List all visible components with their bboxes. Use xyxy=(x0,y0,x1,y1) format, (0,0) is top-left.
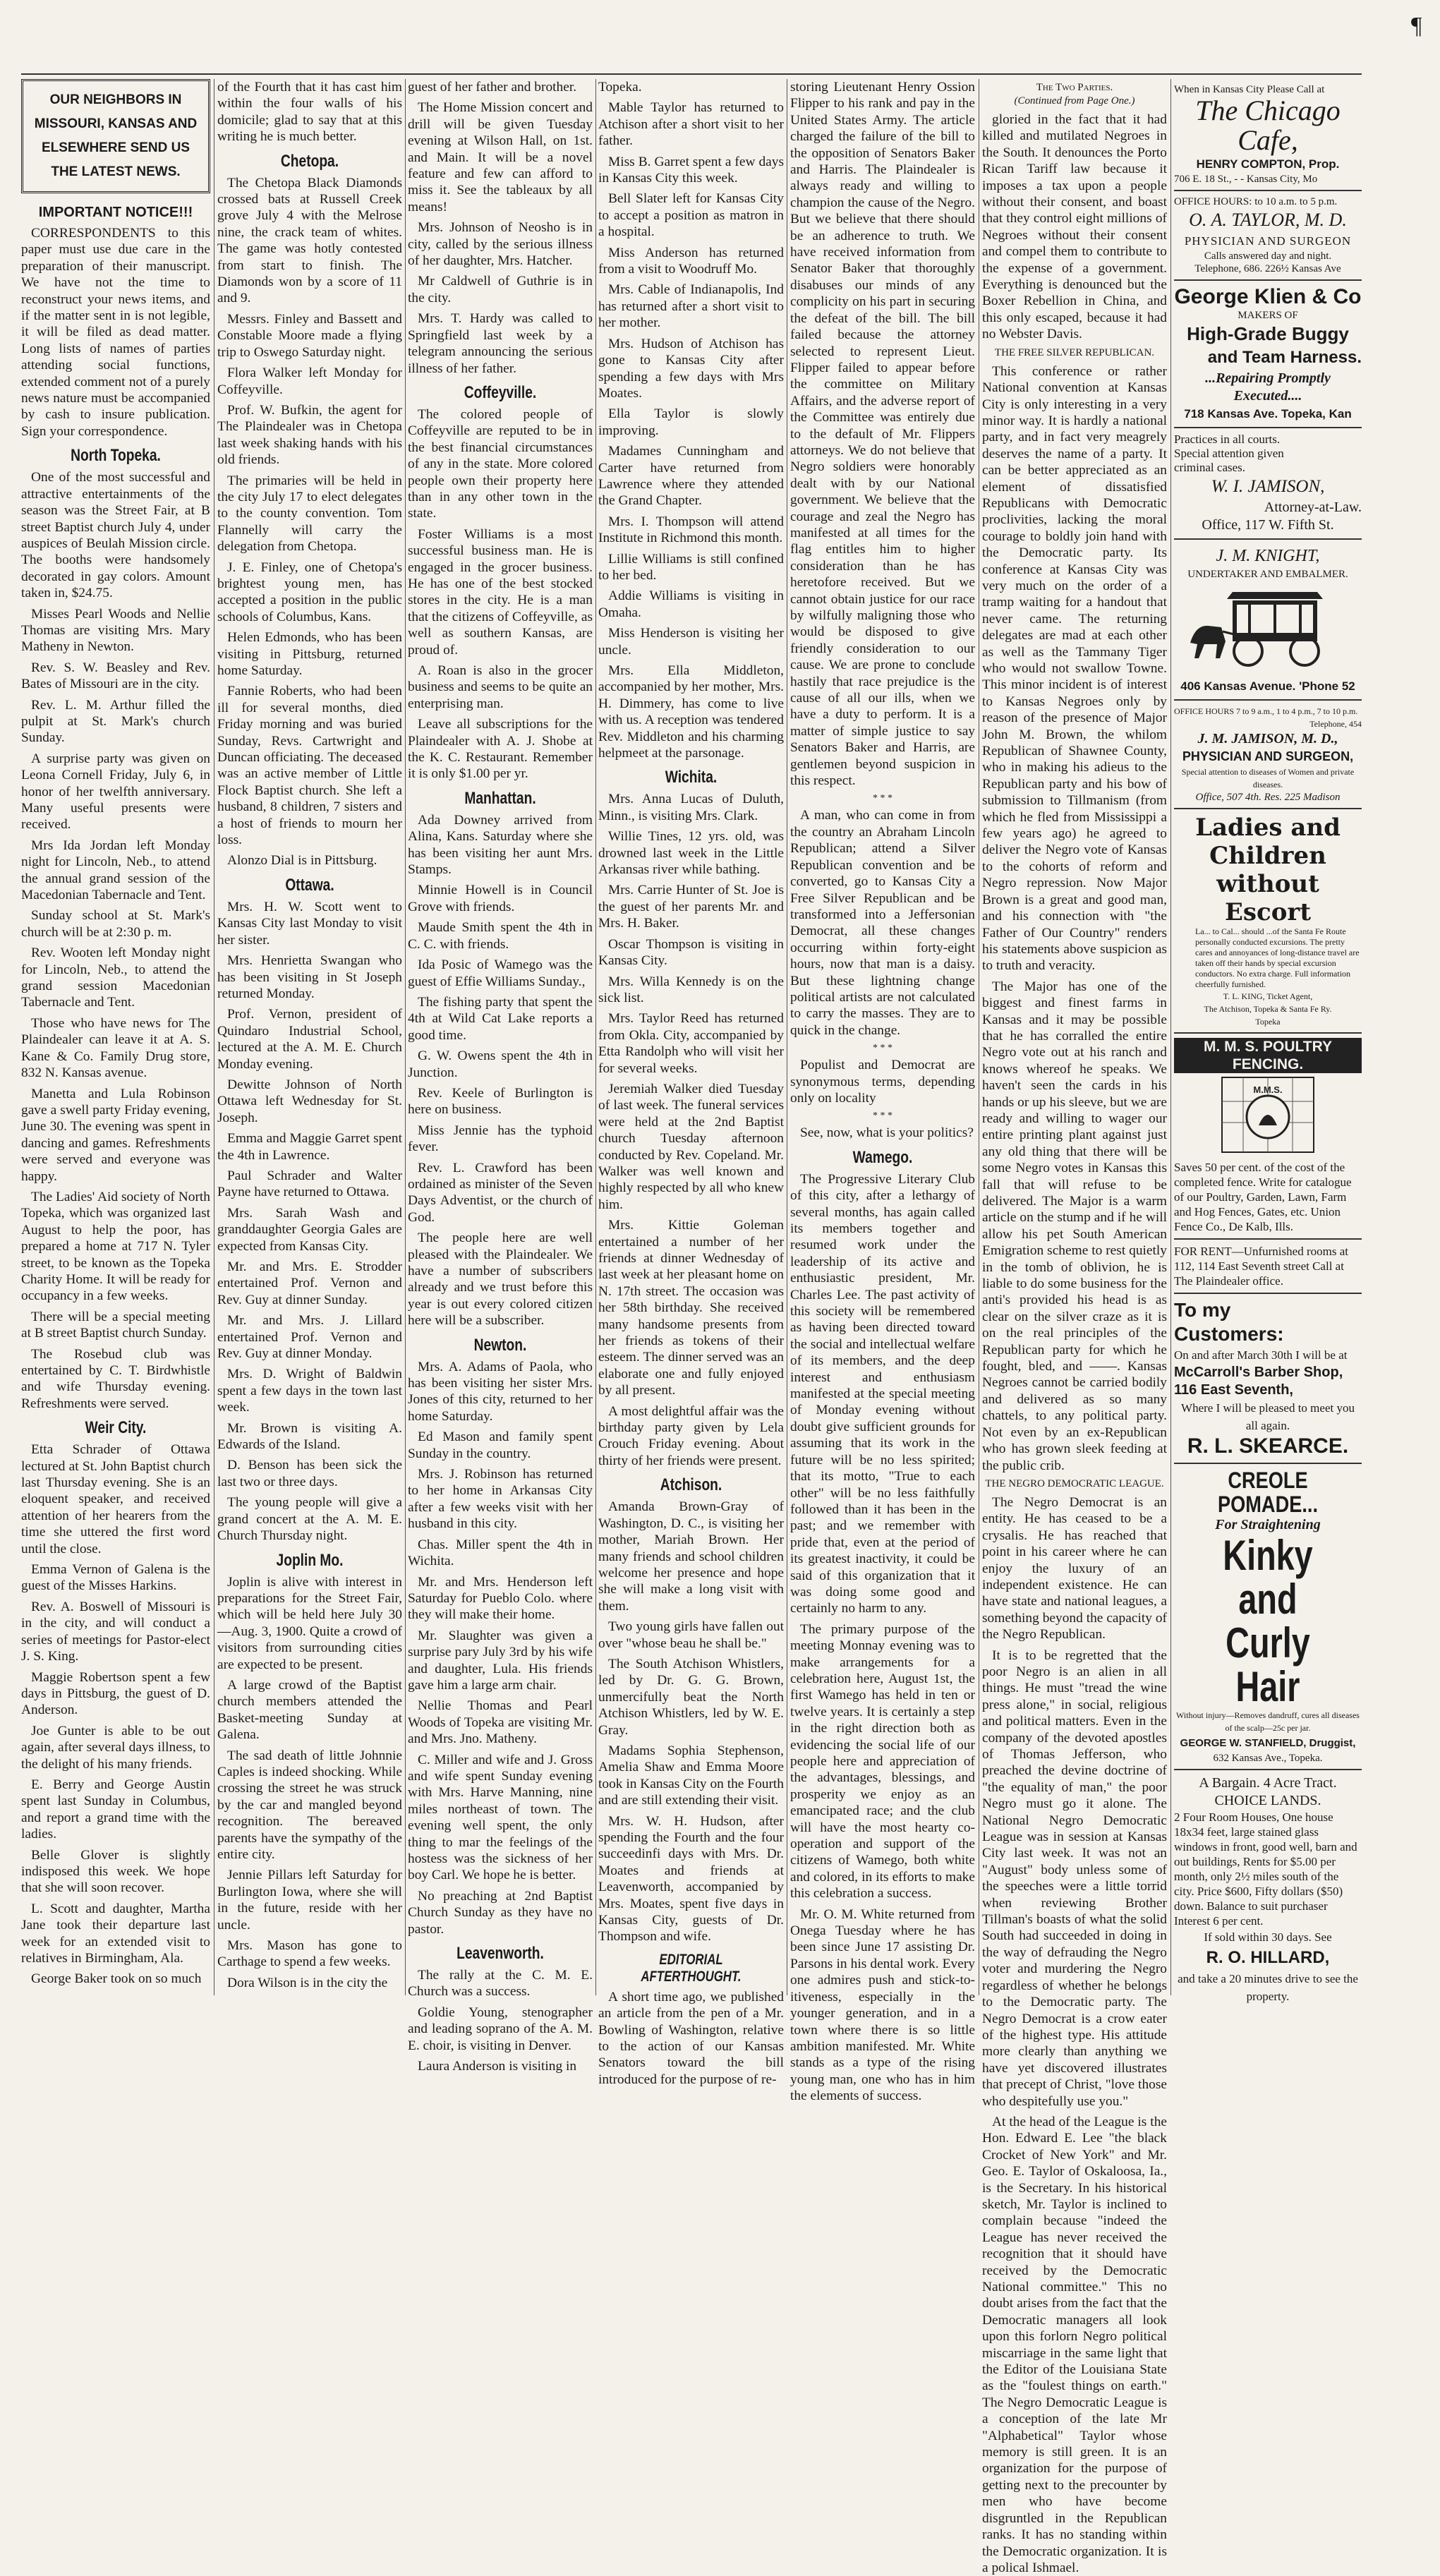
bargain-title: A Bargain. 4 Acre Tract. xyxy=(1199,1775,1337,1791)
news-item: Lillie Williams is still confined to her bed. xyxy=(598,551,784,583)
news-item: Belle Glover is slightly indisposed this week. We hope that she will soon recover. xyxy=(21,1847,210,1896)
news-item: No preaching at 2nd Baptist Church Sunday as they have no pastor. xyxy=(408,1888,593,1937)
hearse-carriage-illustration xyxy=(1183,585,1353,670)
editorial-text: See, now, what is your politics? xyxy=(800,1125,974,1141)
editorial-text: gloried in the fact that it had killed and mutilated Negroes in the South. It denounces the Porto Rican Tariff law because it imposes a tax upon a people without their consent, and boast that they control eight millions of Negroes without their consent and compel them to contribute to the expense of a government. Everything is denounced but the Boxer Rebellion in China, and this only escaped, because it had no Webster Davis. xyxy=(982,112,1167,342)
news-item: The Rosebud club was entertained by C. T. Birdwhistle and wife Thursday evening. Refreshments were served. xyxy=(21,1346,210,1411)
news-item: Mr. and Mrs. Henderson left Saturday for Pueblo Colo. where they will make their home. xyxy=(408,1574,593,1623)
bargain-end: and take a 20 minutes drive to see the property. xyxy=(1178,1972,1358,2003)
doc-title: PHYSICIAN AND SURGEON, xyxy=(1182,749,1354,763)
taylor-name: O. A. TAYLOR, M. D. xyxy=(1189,210,1347,230)
news-item: Mrs. Anna Lucas of Duluth, Minn., is visiting Mrs. Clark. xyxy=(598,792,784,823)
news-item: Mr. O. M. White returned from Onega Tuesday where he has been since June 17 assisting Dr. Parsons in his dental work. Every one admires push and stick-to-itiveness, especially in the younger generation, and in a town where there is so little ambition manifested. Mr. White stands as a type of the rising young man, one who has in him the elements of success. xyxy=(790,1906,975,2104)
news-item: Ada Downey arrived from Alina, Kans. Saturday where she has been visiting her aunt Mrs. Stamps. xyxy=(408,812,593,878)
news-item: Messrs. Finley and Bassett and Constable Moore made a flying trip to Oswego Saturday night. xyxy=(217,311,402,360)
news-item: Misses Pearl Woods and Nellie Thomas are visiting Mrs. Mary Matheny in Newton. xyxy=(21,606,210,655)
news-item: Miss Anderson has returned from a visit to Woodruff Mo. xyxy=(598,245,784,277)
heading-leavenworth: Leavenworth. xyxy=(456,1944,544,1964)
news-item: The South Atchison Whistlers, led by Dr. G. G. Brown, unmercifully beat the North Atchison Whistlers, led by W. E. Gray. xyxy=(598,1656,784,1738)
news-item: L. Scott and daughter, Martha Jane took their departure last week for an extended visit to relatives in Birmingham, Ala. xyxy=(21,1901,210,1966)
news-item: Mrs. Cable of Indianapolis, Ind has returned after a short visit to her mother. xyxy=(598,282,784,331)
customers-address: 116 East Seventh, xyxy=(1174,1382,1293,1398)
bargain-sub: CHOICE LANDS. xyxy=(1214,1793,1321,1808)
news-item: The sad death of little Johnnie Caples is indeed shocking. While crossing the street he was struck by the car and mangled beyond recognition. The bereaved parents have the sympathy of the entire city. xyxy=(217,1748,402,1862)
news-item: The Ladies' Aid society of North Topeka, which was organized last August to help the poor, has prepared a home at 717 N. Tyler street, to be known as the Topeka Charity Home. It will be ready for occupancy in a few weeks. xyxy=(21,1189,210,1304)
klien-makers: MAKERS OF xyxy=(1238,310,1298,321)
ad-ladies-children xyxy=(1174,809,1362,1034)
continued-note: (Continued from Page One.) xyxy=(1014,95,1135,107)
heading-negro-democratic-league: THE NEGRO DEMOCRATIC LEAGUE. xyxy=(985,1477,1164,1489)
news-item: Those who have news for The Plaindealer can leave it at A. S. Kane & Co. Family Drug store, 832 N. Kansas avenue. xyxy=(21,1015,210,1081)
news-item: Miss Henderson is visiting her uncle. xyxy=(598,626,784,658)
news-item: Madames Cunningham and Carter have returned from Lawrence where they attended the Grand Chapter. xyxy=(598,444,784,509)
news-item: Mr Caldwell of Guthrie is in the city. xyxy=(408,274,593,306)
news-item: Two young girls have fallen out over "whose beau he shall be." xyxy=(598,1619,784,1651)
news-item: Mrs. Johnson of Neosho is in city, called by the serious illness of her daughter, Mrs. Hatcher. xyxy=(408,220,593,269)
cafe-name: The Chicago Cafe, xyxy=(1195,95,1341,156)
creole-maker: GEORGE W. STANFIELD, Druggist, xyxy=(1180,1737,1356,1749)
news-item: Miss B. Garret spent a few days in Kansas City this week. xyxy=(598,154,784,186)
klien-line-1: High-Grade Buggy xyxy=(1187,323,1349,344)
news-item: Emma and Maggie Garret spent the 4th in Lawrence. xyxy=(217,1131,402,1163)
creole-small: Without injury—Removes dandruff, cures all diseases of the scalp—25c per jar. xyxy=(1176,1710,1360,1733)
klien-address: 718 Kansas Ave. Topeka, Kan xyxy=(1184,407,1352,421)
editorial-text: storing Lieutenant Henry Ossion Flipper to his rank and pay in the United States Army. The article charged the failure of the bill to the opposition of Senators Baker and Harris. The Plaindealer is always ready and willing to champion the cause of the Negro. But we believe that there should be an adherence to truth. We have received information from Senator Baker that thoroughly disabuses our minds of any complicity on his part in securing the defeat of the bill. The bill failed because the attorney selected to represent Lieut. Flipper failed to appear before the committee on Military Affairs, and the adverse report of the Committee was entirely due to the default of Mr. Flippers attorneys. We do not believe that Negro soldiers were honorably dealt with by our National government. We believe that the courage and zeal the Negro has manifested at all times for the flag entitles him to higher consideration than he has heretofore received. But we cannot obtain justice for our race by wilfully maligning those who would be disposed to give friendly consideration to our cause. We are prone to conclude hastily that race prejudice is the cause of all our ills, when we have a duty to perform. It is a matter of simple justice to say Senators Baker and Harris, are gentlemen beyond suspicion in this respect. xyxy=(790,80,975,789)
news-item: Mr. Slaughter was given a surprise pary July 3rd by his wife and daughter, Lula. His friends gave him a large arm chair. xyxy=(408,1628,593,1693)
poultry-emblem-label: M.M.S. xyxy=(1253,1084,1283,1095)
column-4 xyxy=(598,79,784,2087)
column-ads xyxy=(1174,79,1362,2003)
creole-address: 632 Kansas Ave., Topeka. xyxy=(1213,1753,1323,1764)
news-item: Rev. L. M. Arthur filled the pulpit at St. Mark's church Sunday. xyxy=(21,697,210,746)
news-item: Miss Jennie has the typhoid fever. xyxy=(408,1123,593,1155)
jamison-name: W. I. JAMISON, xyxy=(1211,477,1325,496)
notice-text: CORRESPONDENTS to this paper must use due care in the preparation of their manuscript. We have not the time to reconstruct your news items, and if the matter sent in is not legible, it will be filed as dead matter. Long lists of names of parties attending social functions, extended comment not of a purely news nature must be accompanied by cash to insure publication. Sign your correspondence. xyxy=(21,226,210,439)
news-item: Mrs. Carrie Hunter of St. Joe is the guest of her parents Mr. and Mrs. H. Baker. xyxy=(598,883,784,931)
news-item: The Progressive Literary Club of this city, after a lethargy of several months, has again called its members together and resumed work under the leadership of its active and enthusiastic president, Mr. Charles Lee. The past activity of this society will be remembered as having been directed toward the social and intellectual welfare of its members, and the deep interest and enthusiasm manifested at the special meeting of Monday evening without doubt give sufficient grounds for assuming that its work in the future will be no less spirited; that its motto, "True to each other" will be no less faithfully followed than it has been in the past; and we remember with pride that, even at the period of its greatest inactivity, it could be said of this organization that it was doing some good and certainly no harm to any. xyxy=(790,1171,975,1616)
heading-atchison: Atchison. xyxy=(660,1475,722,1495)
news-item: Sunday school at St. Mark's church will be at 2:30 p. m. xyxy=(21,908,210,940)
news-item: Amanda Brown-Gray of Washington, D. C., is visiting her mother, Mariah Brown. Her many friends and school children welcome her presence and hope she will make a long visit with them. xyxy=(598,1499,784,1614)
editorial-text: The Negro Democrat is an entity. He has ceased to be a crysalis. He has reached that point in his career where he can enjoy the luxury of an independent existence. He can have state and national leagues, a something beyond the capacity of the Negro Republican. xyxy=(982,1494,1167,1643)
section-separator: * * * xyxy=(873,793,893,804)
section-separator: * * * xyxy=(873,1043,893,1054)
knight-address: 406 Kansas Avenue. 'Phone 52 xyxy=(1180,679,1355,693)
news-item: Foster Williams is a most successful business man. He is engaged in the grocer business. He has one of the best stocked stores in the city. He is a man that the citizens of Coffeyville, as well as southern Kansas, are proud of. xyxy=(408,526,593,658)
news-item: The rally at the C. M. E. Church was a success. xyxy=(408,1968,593,2000)
news-item: Mable Taylor has returned to Atchison after a short visit to her father. xyxy=(598,100,784,149)
heading-coffeyville: Coffeyville. xyxy=(464,382,537,402)
news-item: Manetta and Lula Robinson gave a swell party Friday evening, June 30. The evening was spent in dancing and games. Refreshments were served and everyone was happy. xyxy=(21,1086,210,1184)
neighbors-banner xyxy=(21,79,210,193)
news-item: Rev. S. W. Beasley and Rev. Bates of Missouri are in the city. xyxy=(21,660,210,692)
news-item: Mr. Brown is visiting A. Edwards of the Island. xyxy=(217,1420,402,1453)
news-item: Mrs. W. H. Hudson, after spending the Fourth and the four succeedinfi days with Mrs. Dr. Moates and friends at Leavenworth, accompanied by Mrs. Moates, spent five days in Kansas City, guests of Dr. Thompson and wife. xyxy=(598,1813,784,1945)
ladies-title: Ladies and Children without Escort xyxy=(1195,814,1341,926)
knight-title: UNDERTAKER AND EMBALMER. xyxy=(1187,569,1348,580)
news-item: A short time ago, we published an article from the pen of a Mr. Bowling of Washington, relative to the action of our Kansas Senators toward the bill introduced for the purpose of re- xyxy=(598,1989,784,2087)
news-item: Ida Posic of Wamego was the guest of Effie Williams Sunday., xyxy=(408,957,593,989)
news-item: guest of her father and brother. xyxy=(408,80,577,95)
editorial-text: The Major has one of the biggest and finest farms in Kansas and it may be possible that he has corralled the entire Negro vote out at his ranch and knows whereof he speaks. We haven't seen the cards in his hands or up his sleeve, but we are ready and willing to wager our entire printing plant against just any old thing that there will be some Negro votes in Kansas this fall that will refuse to be delivered. The Major is a warm article on the stump and if he will allow his pet South American Emigration scheme to rest quietly in the tomb of oblivion, he is liable to do some business for the anti's provided his head is as clear on the silver craze as it is on the real principles of the Republican party for which he fought, bled, and ——. Kansas Negroes cannot be carried bodily and delivered as so many chattels, to any political party. Not even by an ex-Republican who has grown sleek feeding at the public crib. xyxy=(982,979,1167,1473)
ladies-city: Topeka xyxy=(1255,1017,1281,1027)
heading-free-silver: THE FREE SILVER REPUBLICAN. xyxy=(994,346,1155,358)
notice-title: IMPORTANT NOTICE!!! xyxy=(38,205,193,220)
column-rule xyxy=(595,79,596,1995)
ladies-agent: T. L. KING, Ticket Agent, xyxy=(1223,991,1313,1001)
heading-wichita: Wichita. xyxy=(665,768,718,787)
heading-ottawa: Ottawa. xyxy=(285,875,334,895)
customers-shop: McCarroll's Barber Shop, xyxy=(1174,1365,1343,1380)
customers-name: R. L. SKEARCE. xyxy=(1187,1434,1349,1458)
news-item: The Chetopa Black Diamonds crossed bats at Russell Creek grove July 4 with the Melrose nine, the crack team of whites. The game was hotly contested from start to finish. The Diamonds won by a score of 11 and 9. xyxy=(217,175,402,306)
news-item: Emma Vernon of Galena is the guest of the Misses Harkins. xyxy=(21,1562,210,1594)
news-item: Leave all subscriptions for the Plaindealer with A. J. Shobe at the K. C. Restaurant. Remember it is only $1.00 per yr. xyxy=(408,717,593,782)
customers-title-2: Customers: xyxy=(1174,1323,1284,1345)
ad-taylor-physician xyxy=(1174,191,1362,281)
editorial-text: This conference or rather National convention at Kansas City is only interesting in a very minor way. It is hardly a national party, and in fact very meagrely deserves the name of a party. It can be better appreciated as an element of dissatisfied Republicans with Democratic proclivities, lacking the moral courage to boldly join hand with the Democratic party. Its conference at Kansas City was very much on the order of a tramp waiting for a handout that never came. The returning delegates are mad at each other as well as the Tammany Tiger who would not swallow Towne. This minor incident is of interest to Kansas Negroes only by reason of the presence of Major John M. Brown, the whilom Republican of Shawnee County, who in making his adieus to the Republican party and his bow of submission to Tillmanism (from which he fled from Mississippi a few years ago) he agreed to deliver the Negro vote of Kansas to the cohorts of reform and Negro repression. Now Major Brown is a great and good man, and his connection with "the Father of Our Country" renders his statements above suspicion as to truth and veracity. xyxy=(982,363,1167,974)
creole-title: CREOLE POMADE... xyxy=(1217,1468,1319,1517)
ad-hillard-bargain xyxy=(1174,1770,1362,2009)
news-item: Maude Smith spent the 4th in C. C. with friends. xyxy=(408,920,593,952)
ad-for-rent xyxy=(1174,1240,1362,1294)
rent-text: FOR RENT—Unfurnished rooms at 112, 114 East Seventh street Call at The Plaindealer office. xyxy=(1174,1245,1348,1288)
klien-line-3: ...Repairing Promptly Executed.... xyxy=(1205,370,1331,404)
news-item: Prof. W. Bufkin, the agent for The Plaindealer was in Chetopa last week shaking hands with his old friends. xyxy=(217,402,402,468)
creole-for: For Straightening xyxy=(1215,1517,1321,1532)
news-item: Mrs. I. Thompson will attend Institute in Richmond this month. xyxy=(598,514,784,546)
news-item: Willie Tines, 12 yrs. old, was drowned last week in the Little Arkansas river while bathing. xyxy=(598,829,784,878)
news-item: Ed Mason and family spent Sunday in the country. xyxy=(408,1429,593,1461)
news-item: Oscar Thompson is visiting in Kansas City. xyxy=(598,936,784,969)
news-item: Maggie Robertson spent a few days in Pittsburg, the guest of D. Anderson. xyxy=(21,1669,210,1718)
klien-name: George Klien & Co xyxy=(1174,285,1362,308)
news-item: G. W. Owens spent the 4th in Junction. xyxy=(408,1048,593,1080)
news-item: Bell Slater left for Kansas City to accept a position as matron in a hospital. xyxy=(598,191,784,240)
banner-line-2: ELSEWHERE SEND US THE LATEST NEWS. xyxy=(41,140,190,179)
news-item: Rev. Wooten left Monday night for Lincoln, Neb., to attend the grand session Macedonian Tabernacle and Tent. xyxy=(21,945,210,1010)
heading-manhattan: Manhattan. xyxy=(464,788,536,808)
news-item: Etta Schrader of Ottawa lectured at St. John Baptist church last Thursday evening. She is an eloquent speaker, and received attention of her hearers from the time she uttered the first word until the close. xyxy=(21,1442,210,1556)
news-item: Rev. A. Boswell of Missouri is in the city, and will conduct a series of meetings for Pastor-elect J. S. King. xyxy=(21,1599,210,1664)
ad-jamison-attorney xyxy=(1174,428,1362,540)
news-item: Mrs. J. Robinson has returned to her home in Arkansas City after a few weeks visit with her husband in this city. xyxy=(408,1467,593,1532)
news-item: Goldie Young, stenographer and leading soprano of the A. M. E. choir, is visiting in Denver. xyxy=(408,2004,593,2053)
news-item: Mrs. Ella Middleton, accompanied by her mother, Mrs. H. Dimmery, has come to live with us. A reception was tendered Rev. Middleton and his charming helpmeet at the parsonage. xyxy=(598,663,784,761)
cafe-proprietor: HENRY COMPTON, Prop. xyxy=(1196,157,1340,171)
ad-knight-undertaker xyxy=(1174,540,1362,701)
heading-editorial-afterthought: EDITORIAL AFTERTHOUGHT. xyxy=(641,1951,742,1985)
jamison-office: Office, 117 W. Fifth St. xyxy=(1202,517,1334,533)
creole-big-1: Kinky and xyxy=(1223,1532,1313,1623)
ad-skearce-barber xyxy=(1174,1294,1362,1464)
ad-jm-jamison-physician xyxy=(1174,701,1362,809)
knight-name: J. M. KNIGHT, xyxy=(1216,547,1320,565)
news-item: One of the most successful and attractive entertainments of the season was the Street Fair, at B street Baptist church July 4, under auspices of Beulah Mission circle. The booths were handsomely decorated in gay colors. Amount taken in, $24.75. xyxy=(21,470,210,601)
news-item: Mrs. D. Wright of Baldwin spent a few days in the town last week. xyxy=(217,1367,402,1415)
taylor-title: PHYSICIAN AND SURGEON xyxy=(1184,234,1352,248)
news-item: There will be a special meeting at B street Baptist church Sunday. xyxy=(21,1309,210,1341)
news-item: The fishing party that spent the 4th at Wild Cat Lake reports a good time. xyxy=(408,994,593,1043)
news-item: Mrs Ida Jordan left Monday night for Lincoln, Neb., to attend the annual grand session of the Macedonian Tabernacle and Tent. xyxy=(21,837,210,903)
doc-name: J. M. JAMISON, M. D., xyxy=(1197,731,1338,746)
news-item: The colored people of Coffeyville are reputed to be in the best financial circumstances of any in the state. More colored people own their property here than in any other town in the state. xyxy=(408,406,593,521)
jamison-title: Attorney-at-Law. xyxy=(1264,500,1362,515)
news-item: Joe Gunter is able to be out again, after several days illness, to the delight of his many friends. xyxy=(21,1723,210,1772)
doc-office: Office, 507 4th. Res. 225 Madison xyxy=(1195,792,1341,803)
news-item: Mrs. Kittie Goleman entertained a number of her friends at dinner Wednesday of last week at her pleasant home on N. 17th street. The occasion was her 58th birthday. She received many handsome presents from her friends as tokens of their esteem. The dinner served was an elaborate one and fully enjoyed by all present. xyxy=(598,1218,784,1398)
poultry-fence-emblem xyxy=(1215,1073,1321,1156)
heading-north-topeka: North Topeka. xyxy=(71,446,161,466)
news-item: D. Benson has been sick the last two or three days. xyxy=(217,1458,402,1489)
poultry-text: Saves 50 per cent. of the cost of the completed fence. Write for catalogue of our Poultry, Garden, Lawn, Farm and Hog Fences, Gates, etc. Union Fence Co., De Kalb, Ills. xyxy=(1174,1161,1352,1233)
taylor-phone: Telephone, 686. 226½ Kansas Ave xyxy=(1194,263,1341,274)
news-item: Topeka. xyxy=(598,80,642,95)
editorial-text: A man, who can come in from the country an Abraham Lincoln Republican; attend a Silver Republican convention and be converted, go to Kansas City a Free Silver Republican and be transformed into a Jeffersonian Democrat, all these changes occurring within forty-eight hours, now that man is a daisy. But these lightning change political artists are not calculated to carry the masses. They are to quick in the change. xyxy=(790,808,975,1038)
heading-joplin: Joplin Mo. xyxy=(276,1550,344,1570)
bargain-name: R. O. HILLARD, xyxy=(1206,1948,1330,1967)
news-item: Mrs. Taylor Reed has returned from Okla. City, accompanied by Etta Randolph who will visit her for several weeks. xyxy=(598,1011,784,1076)
cafe-intro: When in Kansas City Please Call at xyxy=(1174,84,1325,95)
news-item: Mrs. Sarah Wash and granddaughter Georgia Gales are expected from Kansas City. xyxy=(217,1205,402,1254)
news-item: Mrs. T. Hardy was called to Springfield last week by a telegram announcing the serious illness of her father. xyxy=(408,311,593,376)
news-item: Joplin is alive with interest in preparations for the Street Fair, which will be held here July 30 —Aug. 3, 1900. Quite a crowd of visitors from surrounding cities are expected to be present. xyxy=(217,1574,402,1672)
heading-two-parties: The Two Parties. xyxy=(1036,82,1113,93)
ad-creole-pomade xyxy=(1174,1464,1362,1770)
banner-line-1: OUR NEIGHBORS IN MISSOURI, KANSAS AND xyxy=(34,92,198,131)
heading-newton: Newton. xyxy=(473,1335,527,1355)
news-item: J. E. Finley, one of Chetopa's brightest young men, has accepted a position in the public schools of Columbus, Kans. xyxy=(217,560,402,624)
news-item: The young people will give a grand concert at the A. M. E. Church Thursday night. xyxy=(217,1495,402,1544)
news-item: Ella Taylor is slowly improving. xyxy=(598,406,784,438)
doc-phone: Telephone, 454 xyxy=(1309,719,1362,729)
news-item: Mrs. H. W. Scott went to Kansas City last Monday to visit her sister. xyxy=(217,899,402,948)
ladies-railroad: The Atchison, Topeka & Santa Fe Ry. xyxy=(1204,1004,1332,1014)
news-item: A. Roan is also in the grocer business and seems to be quite an enterprising man. xyxy=(408,663,593,711)
news-item: C. Miller and wife and J. Gross and wife spent Sunday evening with Mrs. Harve Manning, nine miles northeast of town. The evening well spent, the only thing to mar the feelings of the hostess was the sickness of her boy Carl. We hope he is better. xyxy=(408,1752,593,1883)
column-3 xyxy=(408,79,593,2074)
column-rule xyxy=(405,79,406,1995)
cafe-address: 706 E. 18 St., - - Kansas City, Mo xyxy=(1174,174,1318,185)
news-item: The Home Mission concert and drill will be given Tuesday evening at Wilson Hall, on 1st. and Main. It will be a novel feature and few can afford to miss it. See the tableaux by all means! xyxy=(408,100,593,214)
doc-note: Special attention to diseases of Women and private diseases. xyxy=(1181,767,1355,790)
news-item: Dewitte Johnson of North Ottawa left Wednesday for St. Joseph. xyxy=(217,1077,402,1125)
ad-poultry-fencing xyxy=(1174,1034,1362,1240)
news-item: Mrs. A. Adams of Paola, who has been visiting her sister Mrs. Jones of this city, returned to her home Saturday. xyxy=(408,1359,593,1424)
ad-george-klien xyxy=(1174,281,1362,428)
page-corner-mark: ¶ xyxy=(1411,13,1422,39)
news-item: The primaries will be held in the city July 17 to elect delegates to the county convention. Tom Flannelly will carry the delegation from Chetopa. xyxy=(217,473,402,555)
taylor-hours: OFFICE HOURS: to 10 a.m. to 5 p.m. xyxy=(1174,196,1338,207)
heading-weir-city: Weir City. xyxy=(85,1418,147,1438)
news-item: Rev. Keele of Burlington is here on business. xyxy=(408,1085,593,1118)
news-item: Madams Sophia Stephenson, Amelia Shaw and Emma Moore took in Kansas City on the Fourth and are still extending their visit. xyxy=(598,1743,784,1808)
customers-text-2: Where I will be pleased to meet you all again. xyxy=(1181,1401,1355,1432)
ad-chicago-cafe xyxy=(1174,79,1362,191)
news-item: Laura Anderson is visiting in xyxy=(418,2059,577,2074)
news-item: Minnie Howell is in Council Grove with friends. xyxy=(408,883,593,914)
news-item: Alonzo Dial is in Pittsburg. xyxy=(227,853,377,869)
section-separator: * * * xyxy=(873,1111,893,1122)
news-item: The primary purpose of the meeting Monnay evening was to make arrangements for a celebration here, August 1st, the first Wamego has held in ten or twelve years. It is certainly a step in the right direction both as evidencing the social life of our people here and appreciation of the advantages, blessings, and prosperity we enjoy as an emancipated race; and the club will have the most hearty co-operation and support of the citizens of Wamego, both white and colored, in its efforts to make this celebration a success. xyxy=(790,1621,975,1901)
bargain-sold: If sold within 30 days. See xyxy=(1204,1930,1332,1944)
column-2 xyxy=(217,79,402,1995)
ladies-text: La... to Cal... should ...of the Santa Fe Route personally conducted excursions. The pretty cares and annoyances of long-distance travel are taken off their hands by special excursion conductors. No extra charge. Full information cheerfully furnished. xyxy=(1195,926,1360,989)
column-6 xyxy=(982,79,1167,2575)
column-rule xyxy=(1170,79,1171,1995)
news-item: Paul Schrader and Walter Payne have returned to Ottawa. xyxy=(217,1168,402,1200)
klien-line-2: and Team Harness. xyxy=(1207,348,1362,367)
news-item: Nellie Thomas and Pearl Woods of Topeka are visiting Mr. and Mrs. Jno. Matheny. xyxy=(408,1698,593,1747)
news-item: A most delightful affair was the birthday party given by Lela Crouch Friday evening. About thirty of her friends were present. xyxy=(598,1403,784,1468)
news-item: The people here are well pleased with the Plaindealer. We have a number of subscribers already and we trust before this year is out every colored citizen here will be a subscriber. xyxy=(408,1230,593,1329)
customers-title-1: To my xyxy=(1174,1299,1231,1321)
news-item: Prof. Vernon, president of Quindaro Industrial School, lectured at the A. M. E. Church Monday evening. xyxy=(217,1007,402,1072)
news-item: Mr. and Mrs. E. Strodder entertained Prof. Vernon and Rev. Guy at dinner Sunday. xyxy=(217,1259,402,1307)
editorial-text: Populist and Democrat are synonymous terms, depending only on locality xyxy=(790,1058,975,1106)
news-item: Rev. L. Crawford has been ordained as minister of the Seven Days Adventist, or the church of God. xyxy=(408,1160,593,1225)
news-item: E. Berry and George Austin spent last Sunday in Columbus, and report a grand time with the ladies. xyxy=(21,1777,210,1842)
editorial-text: It is to be regretted that the poor Negro is an alien in all things. He must "tread the wine press alone," in social, religious and political matters. Even in the company of the devoted apostles of Thomas Jefferson, who preached the devine doctrine of "the equality of man," the poor Negro must go it alone. The National Negro Democratic League was in session at Kansas City last week. It was not an "August" body unless some of the speeches were a little torrid when reviewing Brother Tillman's boasts of what the solid South had succeeded in doing in the way of defrauding the Negro voter and murdering the Negro regardless of whether he belongs to the Democratic party. The Negro Democrat is a crow eater of the highest type. His attitude more clearly than anything we have yet discovered illustrates that precept of Christ, "love those who despitefully use you." xyxy=(982,1647,1167,2109)
news-item: Mrs. Willa Kennedy is on the sick list. xyxy=(598,974,784,1005)
editorial-text: At the head of the League is the Hon. Edward E. Lee "the black Crocket of New York" and Mr. Geo. E. Taylor of Oskaloosa, Ia., is the Secretary. In his historical sketch, Mr. Taylor is inclined to complain because "indeed the League has never received the recognition that it should have received by the Democratic National committee." This no doubt arises from the fact that the Democratic managers all look upon this forlorn Negro political miscarriage in the same light that the Editor of the Louisiana State as the "foulest things on earth." The Negro Democratic League is a conception of the late Mr "Alphabetical" Taylor whose memory is still green. It is an organization for the purpose of getting next to the precounter by men who have become disgruntled in the Republican ranks. It has no standing within the Democratic organization. It is a polical Ishmael. xyxy=(982,2114,1167,2575)
bargain-text: 2 Four Room Houses, One house 18x34 feet, large stained glass windows in front, good well, barn and out buildings, Rents for $5.00 per month, only 2½ miles south of the city. Price $600, Fifty dollars ($50) down. Balance to suit purchaser Interest 6 per cent. xyxy=(1174,1810,1357,1928)
news-item: Helen Edmonds, who has been visiting in Pittsburg, returned home Saturday. xyxy=(217,630,402,678)
taylor-calls: Calls answered day and night. xyxy=(1204,250,1332,262)
poultry-title: M. M. S. POULTRY FENCING. xyxy=(1174,1038,1362,1073)
news-item: Dora Wilson is in the city the xyxy=(227,1975,388,1990)
news-item: Chas. Miller spent the 4th in Wichita. xyxy=(408,1537,593,1569)
heading-wamego: Wamego. xyxy=(852,1147,913,1167)
news-item: Flora Walker left Monday for Coffeyville. xyxy=(217,365,402,397)
news-item: A surprise party was given on Leona Cornell Friday, July 6, in honor of her twelfth anniversary. Many useful presents were received. xyxy=(21,751,210,833)
news-item: George Baker took on so much xyxy=(31,1971,202,1987)
news-item: Mr. and Mrs. J. Lillard entertained Prof. Vernon and Rev. Guy at dinner Monday. xyxy=(217,1313,402,1362)
news-item: A large crowd of the Baptist church members attended the Basket-meeting Sunday at Galena. xyxy=(217,1677,402,1743)
doc-hours: OFFICE HOURS 7 to 9 a.m., 1 to 4 p.m., 7 to 10 p.m. xyxy=(1174,706,1358,716)
column-1 xyxy=(21,79,210,1995)
customers-text-1: On and after March 30th I will be at xyxy=(1174,1348,1348,1362)
news-item: Mrs. Mason has gone to Carthage to spend a few weeks. xyxy=(217,1938,402,1970)
news-item: Mrs. Hudson of Atchison has gone to Kansas City after spending a few days with Mrs Moates. xyxy=(598,336,784,401)
news-item: Addie Williams is visiting in Omaha. xyxy=(598,588,784,620)
top-rule xyxy=(21,73,1362,75)
news-item: Jennie Pillars left Saturday for Burlington Iowa, where she will in the future, reside with her uncle. xyxy=(217,1868,402,1933)
news-item: Fannie Roberts, who had been ill for several months, died Friday morning and was buried Sunday, Revs. Cartwright and Duncan officiating. The deceased was an active member of Little Flock Baptist church. She left a husband, 8 children, 7 sisters and a host of friends to mourn her loss. xyxy=(217,684,402,848)
news-item: Mrs. Henrietta Swangan who has been visiting in St Joseph returned Monday. xyxy=(217,953,402,1001)
heading-chetopa: Chetopa. xyxy=(280,151,339,171)
news-item: of the Fourth that it has cast him within the four walls of his domicile; glad to say that at this writing he is much better. xyxy=(217,80,402,145)
creole-big-2: Curly Hair xyxy=(1226,1619,1310,1710)
jamison-text: Practices in all courts. Special attention given criminal cases. xyxy=(1174,433,1284,474)
news-item: Jeremiah Walker died Tuesday of last week. The funeral services were held at the 2nd Baptist church Tuesday afternoon conducted by Rev. Copeland. Mr. Walker was well known and highly respected by all who knew him. xyxy=(598,1081,784,1212)
column-5 xyxy=(790,79,975,2104)
